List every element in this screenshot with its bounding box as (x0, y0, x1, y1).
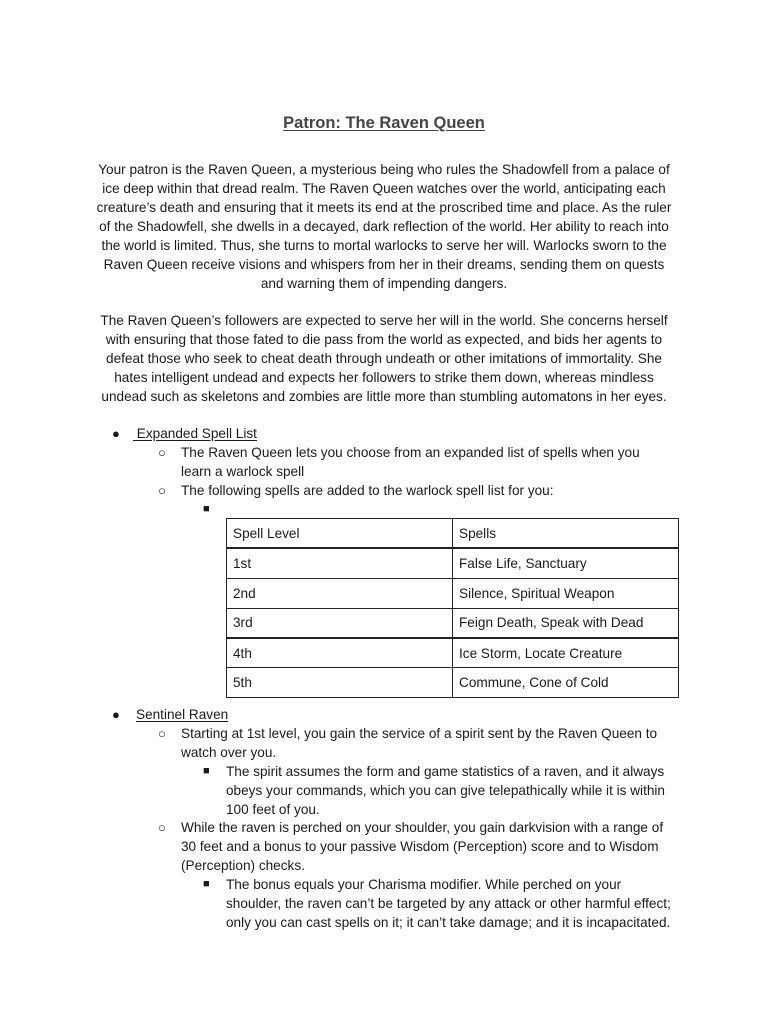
table-row (227, 548, 679, 578)
table-cell: 3rd (227, 608, 453, 638)
paragraph-line: creature’s death and ensuring that it meets its end at the proscribed time and place. As the ruler (96, 200, 672, 215)
paragraph-line: undead such as skeletons and zombies are little more than stumbling automatons in her eyes. (101, 389, 667, 404)
paragraph-line: of the Shadowfell, she dwells in a decayed, dark reflection of the world. Her ability to reach into (99, 219, 669, 234)
paragraph-line: the world is limited. Thus, she turns to mortal warlocks to serve her will. Warlocks sworn to the (101, 238, 667, 253)
bullet-square-icon: ■ (203, 765, 210, 777)
table-cell: 2nd (227, 578, 453, 608)
table-cell: Ice Storm, Locate Creature (453, 638, 679, 668)
list-item-text: The spirit assumes the form and game statistics of a raven, and it always (226, 764, 665, 779)
followers-paragraph (88, 311, 680, 406)
sentinel-raven-heading: Sentinel Raven (136, 707, 229, 722)
paragraph-line: ice deep within that dread realm. The Raven Queen watches over the world, anticipating each (102, 181, 666, 196)
bullet-disc-icon: ● (112, 707, 120, 722)
table-cell: 1st (227, 548, 453, 578)
table-cell: 5th (227, 668, 453, 698)
bullet-circle-icon: ○ (158, 483, 166, 498)
table-cell: Silence, Spiritual Weapon (453, 578, 679, 608)
bullet-disc-icon: ● (112, 426, 120, 441)
table-row (227, 608, 679, 638)
list-item-text: Starting at 1st level, you gain the service of a spirit sent by the Raven Queen to (181, 726, 658, 741)
bullet-square-icon: ■ (203, 503, 210, 515)
expanded-spell-list-heading: Expanded Spell List (133, 426, 257, 441)
bullet-circle-icon: ○ (158, 820, 166, 835)
spell-table (226, 518, 679, 698)
table-cell: 4th (227, 638, 453, 668)
list-item-text: watch over you. (181, 745, 277, 760)
list-item-text: While the raven is perched on your shoulder, you gain darkvision with a range of (181, 820, 664, 835)
list-item-text: only you can cast spells on it; it can’t take damage; and it is incapacitated. (226, 915, 671, 930)
page-title: Patron: The Raven Queen (283, 114, 485, 132)
table-cell: False Life, Sanctuary (453, 548, 679, 578)
list-item-text: obeys your commands, which you can give telepathically while it is within (226, 783, 665, 798)
paragraph-line: and warning them of impending dangers. (260, 276, 508, 291)
list-item-text: The bonus equals your Charisma modifier. While perched on your (226, 877, 622, 892)
list-item-text: (Perception) checks. (181, 858, 305, 873)
paragraph-line: with ensuring that those fated to die pass from the world as expected, and bids her agents to (105, 332, 663, 347)
paragraph-line: Raven Queen receive visions and whispers from her in their dreams, sending them on quests (103, 257, 665, 272)
list-item-text: 100 feet of you. (226, 802, 320, 817)
table-header-cell: Spells (453, 519, 679, 549)
table-row (227, 638, 679, 668)
table-row (227, 668, 679, 698)
table-row (227, 578, 679, 608)
paragraph-line: Your patron is the Raven Queen, a mysterious being who rules the Shadowfell from a palace of (98, 162, 670, 177)
intro-paragraph (88, 160, 680, 293)
list-item-text: shoulder, the raven can’t be targeted by any attack or other harmful effect; (226, 896, 671, 911)
table-header-row (227, 519, 679, 549)
table-cell: Feign Death, Speak with Dead (453, 608, 679, 638)
paragraph-line: defeat those who seek to cheat death through undeath or other imitations of immortality. She (106, 351, 662, 366)
table-header-cell: Spell Level (227, 519, 453, 549)
list-item-text: learn a warlock spell (181, 464, 305, 479)
bullet-circle-icon: ○ (158, 726, 166, 741)
list-item-text: The Raven Queen lets you choose from an expanded list of spells when you (181, 445, 640, 460)
paragraph-line: The Raven Queen’s followers are expected to serve her will in the world. She concerns herself (100, 313, 668, 328)
list-item-text: The following spells are added to the warlock spell list for you: (181, 483, 554, 498)
bullet-circle-icon: ○ (158, 445, 166, 460)
list-item-text: 30 feet and a bonus to your passive Wisdom (Perception) score and to Wisdom (181, 839, 659, 854)
table-cell: Commune, Cone of Cold (453, 668, 679, 698)
paragraph-line: hates intelligent undead and expects her followers to strike them down, whereas mindless (114, 370, 654, 385)
bullet-square-icon: ■ (203, 878, 210, 890)
